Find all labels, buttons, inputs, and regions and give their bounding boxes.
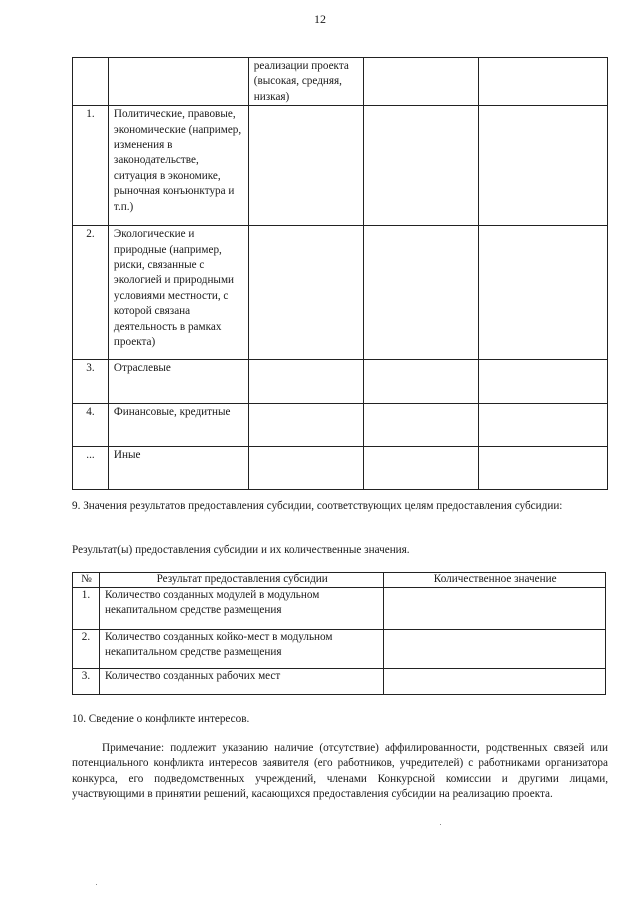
scan-speck <box>440 824 441 825</box>
column-header-number: № <box>73 573 100 588</box>
result-name: Количество созданных модулей в модульном некапитальном средстве размещения <box>99 588 383 630</box>
section-10-heading: 10. Сведение о конфликте интересов. <box>72 713 250 725</box>
row-number: 2. <box>73 630 100 669</box>
table-cell <box>108 58 248 106</box>
results-table <box>72 572 606 695</box>
table-row <box>73 360 608 404</box>
table-cell <box>248 360 363 404</box>
table-cell <box>363 404 479 447</box>
row-number: ... <box>73 447 109 490</box>
table-cell <box>248 106 363 226</box>
table-cell <box>479 58 608 106</box>
result-name: Количество созданных койко-мест в модульном некапитальном средстве размещения <box>99 630 383 669</box>
section-9-subheading: Результат(ы) предоставления субсидии и их количественные значения. <box>72 544 410 556</box>
risks-table <box>72 57 608 490</box>
table-cell <box>479 106 608 226</box>
table-row <box>73 106 608 226</box>
risk-type-label: Финансовые, кредитные <box>108 404 248 447</box>
risk-type-label: Экологические и природные (например, риски, связанные с экологией и природными условиями местности, с которой связана деятельность в рамках проекта) <box>108 226 248 360</box>
row-number: 3. <box>73 360 109 404</box>
table-cell <box>248 404 363 447</box>
table-cell <box>479 360 608 404</box>
result-name: Количество созданных рабочих мест <box>99 669 383 695</box>
result-value <box>384 588 606 630</box>
risk-type-label: Иные <box>108 447 248 490</box>
risk-type-label: Отраслевые <box>108 360 248 404</box>
row-number: 3. <box>73 669 100 695</box>
page-number: 12 <box>314 12 326 26</box>
table-row <box>73 58 608 106</box>
risk-type-label: Политические, правовые, экономические (например, изменения в законодательстве, ситуация в экономике, рыночная конъюнктура и т.п.) <box>108 106 248 226</box>
table-row <box>73 669 606 695</box>
section-9-heading: 9. Значения результатов предоставления субсидии, соответствующих целям предоставления субсидии: <box>72 500 563 512</box>
row-number: 1. <box>73 106 109 226</box>
table-cell <box>363 58 479 106</box>
result-value <box>384 630 606 669</box>
table-row <box>73 447 608 490</box>
table-cell <box>479 447 608 490</box>
table-cell: реализации проекта (высокая, средняя, низкая) <box>248 58 363 106</box>
table-row <box>73 226 608 360</box>
row-number: 1. <box>73 588 100 630</box>
table-row <box>73 588 606 630</box>
column-header-result: Результат предоставления субсидии <box>99 573 383 588</box>
column-header-value: Количественное значение <box>384 573 606 588</box>
table-cell <box>363 226 479 360</box>
table-cell <box>479 226 608 360</box>
scan-speck <box>96 884 97 885</box>
table-cell <box>73 58 109 106</box>
conflict-note: Примечание: подлежит указанию наличие (отсутствие) аффилированности, родственных связей или потенциального конфликта интересов заявителя (его работников, учредителей) с работниками организатора конкурса, его подведомственных учреждений, членами Конкурсной комиссии и другими лицами, участвующими в принятии решений, касающихся предоставления субсидии на реализацию проекта. <box>72 742 608 801</box>
table-row <box>73 404 608 447</box>
row-number: 4. <box>73 404 109 447</box>
table-row <box>73 630 606 669</box>
table-cell <box>248 226 363 360</box>
table-cell <box>363 447 479 490</box>
row-number: 2. <box>73 226 109 360</box>
table-cell <box>363 360 479 404</box>
table-cell <box>363 106 479 226</box>
table-cell <box>479 404 608 447</box>
table-header-row <box>73 573 606 588</box>
table-cell <box>248 447 363 490</box>
result-value <box>384 669 606 695</box>
